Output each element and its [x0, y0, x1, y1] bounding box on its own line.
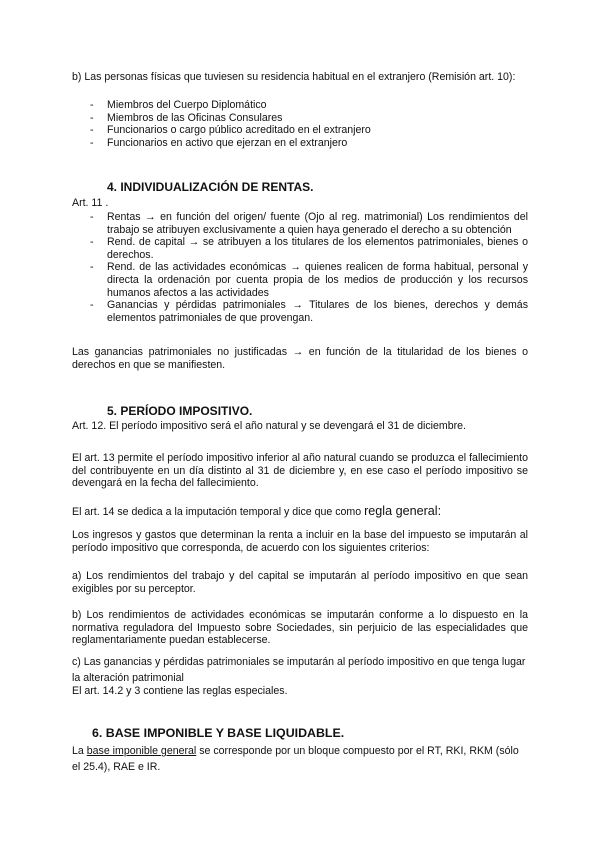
list-individualizacion [72, 211, 528, 324]
list-item: - Miembros del Cuerpo Diplomático [72, 99, 528, 112]
regla-general-text: regla general: [364, 504, 442, 518]
section-5-heading: 5. PERÍODO IMPOSITIVO. [107, 404, 253, 418]
paragraph-base-imponible: La base imponible general se corresponde por un bloque compuesto por el RT, RKI, RKM (sólo el 25.4), RAE e IR. [72, 745, 519, 773]
paragraph-criterio-a: a) Los rendimientos del trabajo y del capital se imputarán al período impositivo en que sean exigibles por su perceptor. [72, 570, 528, 595]
paragraph-art-14-2: El art. 14.2 y 3 contiene las reglas especiales. [72, 685, 288, 697]
paragraph-residencia-extranjero: b) Las personas físicas que tuviesen su residencia habitual en el extranjero (Remisión art. 10): [72, 71, 516, 83]
paragraph-art-14: El art. 14 se dedica a la imputación temporal y dice que como regla general: [72, 504, 442, 518]
base-imponible-general-text: base imponible general [86, 745, 197, 757]
paragraph-ganancias-no-justificadas: Las ganancias patrimoniales no justificadas → en función de la titularidad de los bienes o derechos en que se manifiesten. [72, 346, 528, 371]
paragraph-art-12: Art. 12. El período impositivo será el año natural y se devengará el 31 de diciembre. [72, 420, 466, 432]
list-item: - Rend. de las actividades económicas → quienes realicen de forma habitual, personal y directa la ordenación por cuenta propia de los medios de producción y los recursos humanos afectos a las actividades [72, 261, 528, 299]
paragraph-art-13: El art. 13 permite el período impositivo inferior al año natural cuando se produzca el fallecimiento del contribuyente en un día distinto al 31 de diciembre y, en ese caso el período impositivo se devengará en la fecha del fallecimiento. [72, 452, 528, 490]
art-11-label: Art. 11 . [72, 197, 109, 209]
list-item: - Funcionarios en activo que ejerzan en el extranjero [72, 137, 528, 150]
list-item: - Rentas → en función del origen/ fuente (Ojo al reg. matrimonial) Los rendimientos del trabajo se atribuyen exclusivamente a quien haya generado el derecho a su obtención [72, 211, 528, 236]
list-residentes-extranjero [72, 99, 528, 149]
section-4-heading: 4. INDIVIDUALIZACIÓN DE RENTAS. [107, 180, 314, 194]
paragraph-ingresos-gastos: Los ingresos y gastos que determinan la renta a incluir en la base del impuesto se imputarán al período impositivo que corresponda, de acuerdo con los siguientes criterios: [72, 529, 528, 554]
paragraph-criterio-b: b) Los rendimientos de actividades económicas se imputarán conforme a lo dispuesto en la normativa reguladora del Impuesto sobre Sociedades, sin perjuicio de las especialidades que reglamentariamente puedan establecerse. [72, 609, 528, 647]
section-6-heading: 6. BASE IMPONIBLE Y BASE LIQUIDABLE. [92, 726, 345, 740]
list-item: - Miembros de las Oficinas Consulares [72, 112, 528, 125]
list-item: - Ganancias y pérdidas patrimoniales → Titulares de los bienes, derechos y demás elementos patrimoniales de que provengan. [72, 299, 528, 324]
paragraph-criterio-c: c) Las ganancias y pérdidas patrimoniales se imputarán al período impositivo en que tenga lugar la alteración patrimonial [72, 656, 526, 684]
list-item: - Rend. de capital → se atribuyen a los titulares de los elementos patrimoniales, bienes o derechos. [72, 236, 528, 261]
list-item: - Funcionarios o cargo público acreditado en el extranjero [72, 124, 528, 137]
